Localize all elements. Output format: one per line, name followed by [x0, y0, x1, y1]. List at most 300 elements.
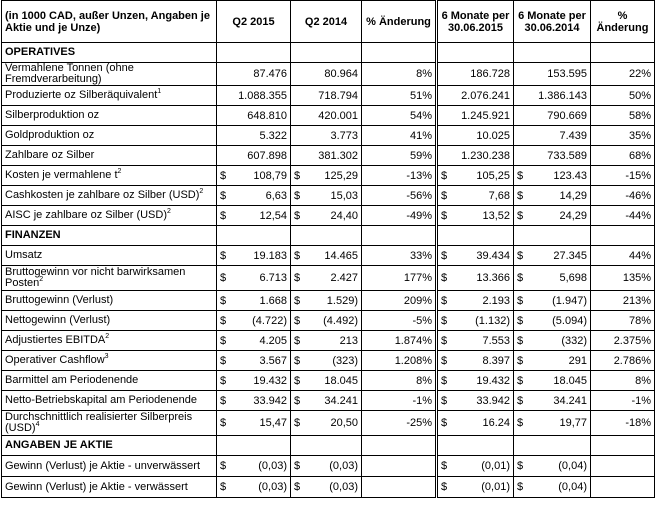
section-title: ANGABEN JE AKTIE	[2, 436, 217, 456]
section-header-empty-cell	[362, 226, 437, 246]
value-cell	[291, 371, 362, 391]
value-cell	[591, 477, 655, 498]
header-col-q-change: % Änderung	[362, 1, 437, 43]
row-label-text: Vermahlene Tonnen (ohne Fremdverarbeitung)	[5, 62, 134, 85]
section-header-empty-cell	[514, 226, 591, 246]
value-text: 6.713	[259, 272, 287, 284]
value-cell	[217, 106, 291, 126]
section-header-empty-cell	[437, 226, 514, 246]
value-cell	[437, 126, 514, 146]
value-text: 34.241	[324, 394, 358, 407]
row-label	[2, 411, 217, 436]
value-cell	[591, 311, 655, 331]
value-text: 108,79	[253, 169, 287, 182]
section-header-empty-cell	[437, 436, 514, 456]
section-header-empty-cell	[514, 43, 591, 63]
currency-symbol: $	[294, 314, 301, 327]
value-cell	[362, 351, 437, 371]
value-cell	[514, 371, 591, 391]
row-label	[2, 206, 217, 226]
currency-symbol: $	[441, 314, 448, 327]
value-cell	[362, 206, 437, 226]
value-text: 186.728	[470, 68, 510, 80]
value-text: 44%	[628, 249, 651, 262]
currency-symbol: $	[294, 460, 301, 472]
currency-symbol: $	[220, 272, 227, 284]
footnote-marker: 2	[167, 208, 171, 215]
currency-symbol: $	[294, 272, 301, 284]
value-text: 16.24	[482, 417, 510, 429]
footnote-marker: 2	[117, 168, 122, 175]
value-cell	[591, 206, 655, 226]
row-label	[2, 456, 217, 477]
value-cell	[362, 126, 437, 146]
value-text: 1.230.238	[461, 149, 510, 162]
row-label	[2, 106, 217, 126]
value-text: (323)	[332, 354, 358, 367]
value-cell	[217, 63, 291, 86]
value-text: 19.432	[476, 374, 510, 387]
value-cell	[362, 371, 437, 391]
value-cell	[437, 206, 514, 226]
value-cell	[362, 456, 437, 477]
row-label	[2, 166, 217, 186]
section-header-empty-cell	[591, 226, 655, 246]
value-text: 5.322	[259, 129, 287, 142]
table-row	[2, 106, 655, 126]
value-cell	[291, 166, 362, 186]
value-text: (0,04)	[558, 460, 587, 472]
row-label	[2, 351, 217, 371]
value-text: 13.366	[476, 272, 510, 284]
value-text: (1.132)	[475, 314, 510, 327]
value-text: (0,03)	[258, 481, 287, 493]
value-cell	[437, 371, 514, 391]
value-cell	[217, 331, 291, 351]
table-row	[2, 311, 655, 331]
currency-symbol: $	[517, 334, 524, 347]
value-text: (0,04)	[558, 481, 587, 493]
table-row	[2, 266, 655, 291]
value-cell	[362, 146, 437, 166]
currency-symbol: $	[441, 394, 448, 407]
value-text: 790.669	[547, 109, 587, 122]
value-cell	[217, 477, 291, 498]
value-cell	[514, 411, 591, 436]
header-col-6m-2015: 6 Monate per 30.06.2015	[437, 1, 514, 43]
footnote-marker: 3	[104, 353, 109, 360]
value-cell	[362, 86, 437, 106]
value-text: 7.553	[482, 334, 510, 347]
value-text: 135%	[622, 272, 651, 284]
value-text: 18.045	[324, 374, 358, 387]
section-header-empty-cell	[217, 436, 291, 456]
value-text: 1.529)	[326, 294, 358, 307]
value-cell	[591, 411, 655, 436]
value-cell	[217, 456, 291, 477]
value-cell	[437, 411, 514, 436]
row-label-text: Bruttogewinn (Verlust)	[5, 294, 114, 306]
value-cell	[291, 86, 362, 106]
section-header-empty-cell	[362, 43, 437, 63]
header-col-6m-2014: 6 Monate per 30.06.2014	[514, 1, 591, 43]
value-text: 381.302	[318, 149, 358, 162]
value-text: 7.439	[559, 129, 587, 142]
value-text: 2.375%	[613, 334, 651, 347]
currency-symbol: $	[441, 294, 448, 307]
table-row	[2, 206, 655, 226]
row-label-text: Adjustiertes EBITDA	[5, 334, 106, 346]
value-cell	[591, 331, 655, 351]
currency-symbol: $	[220, 481, 227, 493]
value-cell	[437, 106, 514, 126]
table-row	[2, 63, 655, 86]
currency-symbol: $	[294, 334, 301, 347]
table-body	[2, 43, 655, 498]
value-cell	[591, 291, 655, 311]
footnote-marker: 2	[199, 188, 204, 195]
value-text: 209%	[403, 294, 432, 307]
header-col-q2-2015: Q2 2015	[217, 1, 291, 43]
row-label-text: Barmittel am Periodenende	[5, 374, 139, 386]
currency-symbol: $	[517, 272, 524, 284]
value-cell	[291, 411, 362, 436]
section-header-row	[2, 226, 655, 246]
value-text: 733.589	[547, 149, 587, 162]
currency-symbol: $	[441, 334, 448, 347]
row-label-text: Kosten je vermahlene t	[5, 169, 118, 181]
value-cell	[437, 311, 514, 331]
value-text: -56%	[406, 189, 432, 202]
row-label-text: Bruttogewinn vor nicht barwirksamen Posten	[5, 266, 186, 289]
value-text: 24,29	[559, 209, 587, 222]
value-cell	[591, 86, 655, 106]
table-row	[2, 456, 655, 477]
value-text: -1%	[412, 394, 432, 407]
row-label	[2, 371, 217, 391]
value-text: -5%	[412, 314, 432, 327]
value-text: -18%	[625, 417, 651, 429]
value-cell	[514, 246, 591, 266]
value-text: 15,03	[330, 189, 358, 202]
value-text: 19.432	[253, 374, 287, 387]
value-cell	[437, 351, 514, 371]
value-cell	[514, 206, 591, 226]
currency-symbol: $	[294, 249, 301, 262]
value-text: (0,01)	[481, 481, 510, 493]
value-cell	[514, 291, 591, 311]
value-text: 125,29	[324, 169, 358, 182]
value-cell	[291, 391, 362, 411]
value-text: 78%	[628, 314, 651, 327]
row-label-text: Gewinn (Verlust) je Aktie - verwässert	[5, 480, 188, 493]
value-text: 1.668	[259, 294, 287, 307]
value-text: 15,47	[259, 417, 287, 429]
value-cell	[514, 106, 591, 126]
value-text: 1.245.921	[461, 109, 510, 122]
value-cell	[591, 126, 655, 146]
value-text: 2.193	[482, 294, 510, 307]
value-text: 35%	[628, 129, 651, 142]
value-cell	[291, 186, 362, 206]
table-row	[2, 291, 655, 311]
value-text: (0,03)	[258, 460, 287, 472]
table-row	[2, 351, 655, 371]
value-text: 1.208%	[394, 354, 432, 367]
value-cell	[362, 266, 437, 291]
value-cell	[514, 391, 591, 411]
value-cell	[362, 477, 437, 498]
value-cell	[437, 186, 514, 206]
value-cell	[291, 206, 362, 226]
value-text: 33.942	[253, 394, 287, 407]
row-label-text: Durchschnittlich realisierter Silberpreis (USD)	[5, 411, 193, 434]
footnote-marker: 4	[35, 421, 40, 428]
currency-symbol: $	[517, 314, 524, 327]
value-cell	[514, 146, 591, 166]
value-cell	[291, 291, 362, 311]
value-text: 8%	[635, 374, 651, 387]
value-text: 213	[339, 334, 358, 347]
value-cell	[217, 371, 291, 391]
row-label-text: Nettogewinn (Verlust)	[5, 314, 111, 326]
value-cell	[437, 331, 514, 351]
value-cell	[591, 166, 655, 186]
currency-symbol: $	[441, 249, 448, 262]
value-cell	[362, 166, 437, 186]
currency-symbol: $	[517, 354, 524, 367]
value-cell	[591, 186, 655, 206]
value-text: 718.794	[318, 89, 358, 102]
value-cell	[437, 166, 514, 186]
row-label-text: Zahlbare oz Silber	[5, 149, 95, 161]
currency-symbol: $	[220, 249, 227, 262]
footnote-marker: 2	[105, 333, 110, 340]
section-header-empty-cell	[291, 226, 362, 246]
value-text: 50%	[628, 89, 651, 102]
value-cell	[591, 371, 655, 391]
value-text: 4.205	[259, 334, 287, 347]
value-text: -25%	[406, 417, 432, 429]
header-units-label: (in 1000 CAD, außer Unzen, Angaben je Aktie und je Unze)	[2, 1, 217, 43]
value-cell	[514, 266, 591, 291]
row-label	[2, 126, 217, 146]
value-cell	[362, 411, 437, 436]
row-label-text: AISC je zahlbare oz Silber (USD)	[5, 209, 168, 221]
currency-symbol: $	[294, 294, 301, 307]
value-cell	[217, 246, 291, 266]
value-text: -15%	[625, 169, 651, 182]
currency-symbol: $	[294, 481, 301, 493]
section-header-row	[2, 436, 655, 456]
currency-symbol: $	[220, 334, 227, 347]
currency-symbol: $	[441, 374, 448, 387]
value-cell	[514, 456, 591, 477]
value-cell	[591, 351, 655, 371]
value-cell	[217, 206, 291, 226]
value-cell	[291, 266, 362, 291]
table-row	[2, 186, 655, 206]
currency-symbol: $	[294, 394, 301, 407]
value-cell	[217, 146, 291, 166]
value-text: 607.898	[247, 149, 287, 162]
value-cell	[437, 266, 514, 291]
value-cell	[217, 391, 291, 411]
value-text: 20,50	[330, 417, 358, 429]
currency-symbol: $	[517, 209, 524, 222]
value-cell	[437, 291, 514, 311]
value-text: 213%	[622, 294, 651, 307]
value-cell	[291, 63, 362, 86]
value-cell	[217, 126, 291, 146]
value-cell	[362, 106, 437, 126]
value-text: -44%	[625, 209, 651, 222]
value-text: 24,40	[330, 209, 358, 222]
value-text: 10.025	[476, 129, 510, 142]
value-cell	[591, 456, 655, 477]
section-header-empty-cell	[217, 226, 291, 246]
value-cell	[217, 311, 291, 331]
value-text: (4.492)	[323, 314, 358, 327]
value-text: (0,01)	[481, 460, 510, 472]
value-cell	[217, 266, 291, 291]
currency-symbol: $	[517, 417, 524, 429]
value-text: (1.947)	[552, 294, 587, 307]
table-row	[2, 86, 655, 106]
value-cell	[217, 166, 291, 186]
currency-symbol: $	[517, 249, 524, 262]
value-cell	[291, 106, 362, 126]
currency-symbol: $	[517, 189, 524, 202]
value-text: 648.810	[247, 109, 287, 122]
value-text: 8%	[416, 68, 432, 80]
value-text: 105,25	[476, 169, 510, 182]
value-text: 39.434	[476, 249, 510, 262]
value-cell	[437, 246, 514, 266]
value-text: 27.345	[553, 249, 587, 262]
value-text: (332)	[561, 334, 587, 347]
row-label-text: Silberproduktion oz	[5, 109, 100, 121]
value-text: 22%	[628, 68, 651, 80]
currency-symbol: $	[220, 394, 227, 407]
row-label-text: Operativer Cashflow	[5, 354, 105, 366]
value-cell	[291, 246, 362, 266]
value-text: 2.076.241	[461, 89, 510, 102]
value-text: 1.386.143	[538, 89, 587, 102]
value-text: 8.397	[482, 354, 510, 367]
currency-symbol: $	[294, 374, 301, 387]
value-cell	[362, 246, 437, 266]
currency-symbol: $	[441, 460, 448, 472]
value-cell	[291, 126, 362, 146]
value-cell	[217, 186, 291, 206]
value-text: 54%	[409, 109, 432, 122]
value-text: 3.567	[259, 354, 287, 367]
table-row	[2, 166, 655, 186]
value-cell	[362, 311, 437, 331]
value-text: 153.595	[547, 68, 587, 80]
value-cell	[291, 351, 362, 371]
value-text: 80.964	[324, 68, 358, 80]
table-row	[2, 331, 655, 351]
value-text: 7,68	[488, 189, 510, 202]
currency-symbol: $	[441, 169, 448, 182]
section-header-empty-cell	[217, 43, 291, 63]
value-text: 58%	[628, 109, 651, 122]
value-text: (5.094)	[552, 314, 587, 327]
financial-highlights-table	[1, 0, 655, 498]
value-text: 41%	[409, 129, 432, 142]
currency-symbol: $	[441, 209, 448, 222]
footnote-marker: 2	[39, 276, 44, 283]
currency-symbol: $	[441, 354, 448, 367]
value-cell	[217, 351, 291, 371]
row-label	[2, 477, 217, 498]
value-text: 177%	[403, 272, 432, 284]
value-text: 33.942	[476, 394, 510, 407]
value-text: -49%	[406, 209, 432, 222]
currency-symbol: $	[517, 169, 524, 182]
value-cell	[437, 477, 514, 498]
value-cell	[437, 146, 514, 166]
value-cell	[437, 456, 514, 477]
value-text: 14,29	[559, 189, 587, 202]
value-text: 14.465	[324, 249, 358, 262]
value-text: 18.045	[553, 374, 587, 387]
value-cell	[217, 411, 291, 436]
currency-symbol: $	[220, 294, 227, 307]
value-cell	[291, 477, 362, 498]
row-label	[2, 391, 217, 411]
table-row	[2, 146, 655, 166]
value-text: (0,03)	[329, 460, 358, 472]
value-cell	[362, 331, 437, 351]
currency-symbol: $	[294, 209, 301, 222]
value-text: -13%	[406, 169, 432, 182]
value-text: 33%	[409, 249, 432, 262]
currency-symbol: $	[294, 169, 301, 182]
row-label	[2, 246, 217, 266]
row-label	[2, 291, 217, 311]
section-header-empty-cell	[514, 436, 591, 456]
value-text: 1.088.355	[238, 89, 287, 102]
table-row	[2, 126, 655, 146]
value-cell	[291, 311, 362, 331]
value-text: 19,77	[559, 417, 587, 429]
header-row	[2, 1, 655, 43]
value-text: 8%	[416, 374, 432, 387]
value-text: (4.722)	[252, 314, 287, 327]
row-label	[2, 146, 217, 166]
currency-symbol: $	[517, 294, 524, 307]
row-label-text: Netto-Betriebskapital am Periodenende	[5, 394, 198, 406]
row-label-text: Goldproduktion oz	[5, 129, 95, 141]
value-text: 3.773	[330, 129, 358, 142]
row-label	[2, 266, 217, 291]
value-text: -46%	[625, 189, 651, 202]
value-cell	[514, 331, 591, 351]
value-cell	[291, 456, 362, 477]
row-label-text: Umsatz	[5, 249, 43, 261]
value-text: 68%	[628, 149, 651, 162]
value-cell	[362, 291, 437, 311]
value-text: 12,54	[259, 209, 287, 222]
value-cell	[514, 166, 591, 186]
currency-symbol: $	[517, 481, 524, 493]
currency-symbol: $	[220, 374, 227, 387]
currency-symbol: $	[441, 481, 448, 493]
value-cell	[591, 246, 655, 266]
